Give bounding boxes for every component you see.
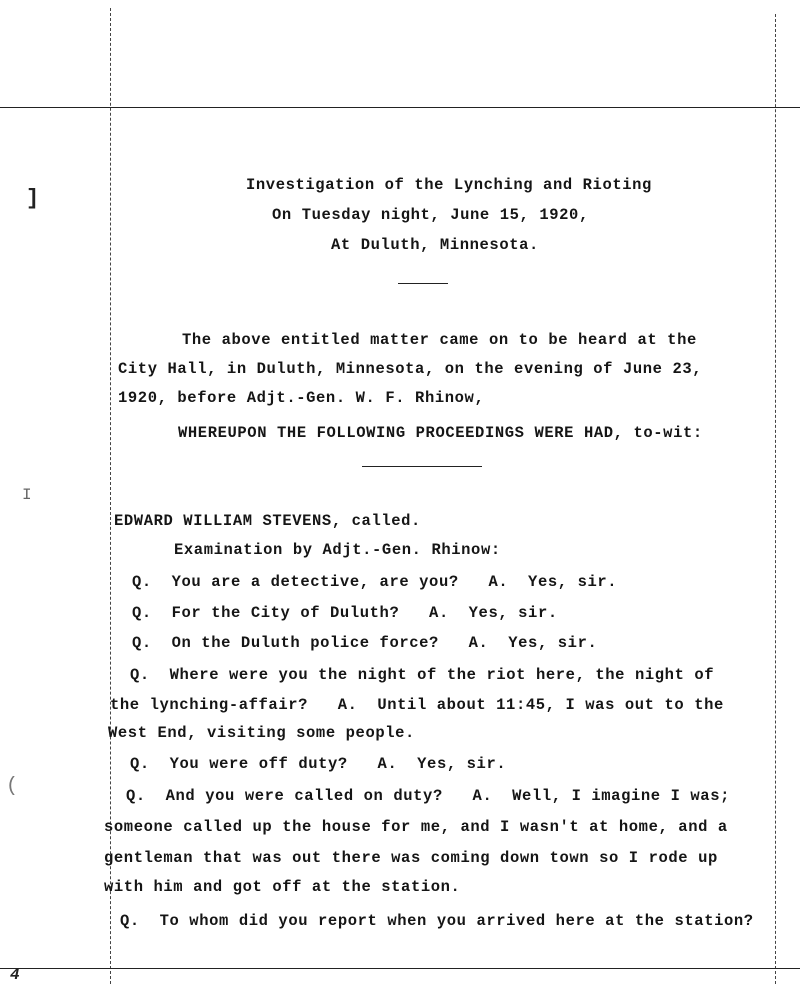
testimony-line: Q. You were off duty? A. Yes, sir. xyxy=(130,755,507,773)
margin-paren-mark: ( xyxy=(6,775,19,798)
testimony-line: Q. For the City of Duluth? A. Yes, sir. xyxy=(132,604,558,622)
testimony-line: gentleman that was out there was coming down town so I rode up xyxy=(104,849,718,867)
testimony-line: someone called up the house for me, and I wasn't at home, and a xyxy=(104,818,728,836)
witness-name: EDWARD WILLIAM STEVENS, called. xyxy=(114,512,421,530)
bottom-border-rule xyxy=(0,968,800,969)
preamble-line-2: City Hall, in Duluth, Minnesota, on the evening of June 23, xyxy=(118,360,703,378)
preamble-line-4: WHEREUPON THE FOLLOWING PROCEEDINGS WERE HAD, to-wit: xyxy=(178,424,703,442)
left-margin-rule xyxy=(110,8,111,984)
testimony-line: Q. On the Duluth police force? A. Yes, sir. xyxy=(132,634,598,652)
testimony-line: Q. Where were you the night of the riot here, the night of xyxy=(130,666,715,684)
margin-hole-mark: I xyxy=(22,486,32,504)
preamble-line-3: 1920, before Adjt.-Gen. W. F. Rhinow, xyxy=(118,389,485,407)
preamble-line-1: The above entitled matter came on to be heard at the xyxy=(182,331,697,349)
title-line-2: On Tuesday night, June 15, 1920, xyxy=(272,206,589,224)
margin-corner-mark: 4 xyxy=(10,966,20,984)
title-divider xyxy=(398,283,448,284)
title-line-1: Investigation of the Lynching and Rioting xyxy=(246,176,652,194)
testimony-line: with him and got off at the station. xyxy=(104,878,461,896)
testimony-line: West End, visiting some people. xyxy=(108,724,415,742)
examination-heading: Examination by Adjt.-Gen. Rhinow: xyxy=(174,541,501,559)
right-margin-rule xyxy=(775,14,776,984)
title-line-3: At Duluth, Minnesota. xyxy=(331,236,539,254)
top-border-rule xyxy=(0,107,800,108)
preamble-divider xyxy=(362,466,482,467)
margin-bracket-mark: ] xyxy=(26,186,40,211)
testimony-line: Q. You are a detective, are you? A. Yes, sir. xyxy=(132,573,618,591)
testimony-line: the lynching-affair? A. Until about 11:45, I was out to the xyxy=(110,696,724,714)
testimony-line: Q. To whom did you report when you arrived here at the station? xyxy=(120,912,754,930)
testimony-line: Q. And you were called on duty? A. Well, I imagine I was; xyxy=(126,787,730,805)
